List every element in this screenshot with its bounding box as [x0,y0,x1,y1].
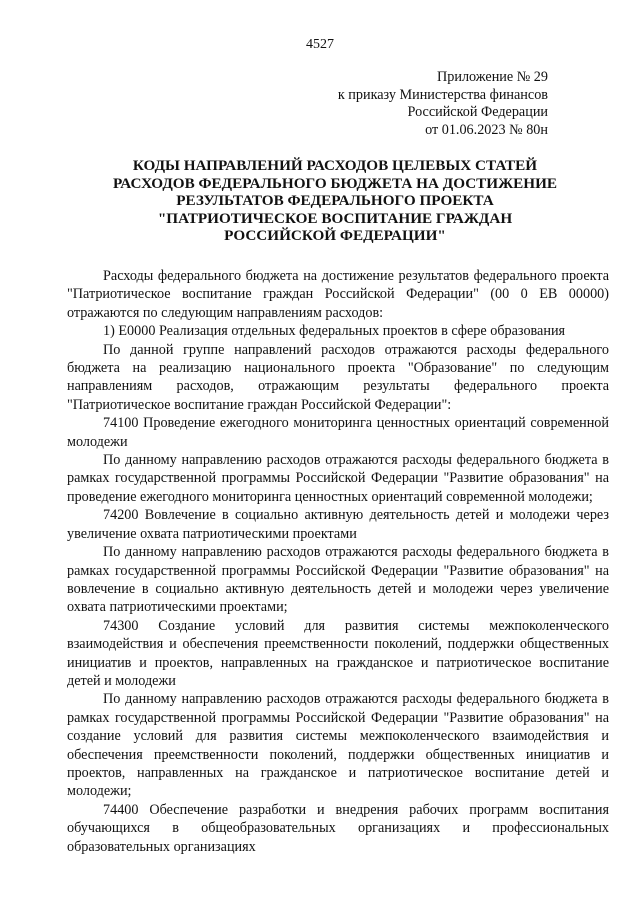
paragraph-code-74400: 74400 Обеспечение разработки и внедрения рабочих программ воспитания обучающихся в общеобразовательных организациях и профессиональных образовательных организациях [67,801,609,855]
title-line: РОССИЙСКОЙ ФЕДЕРАЦИИ" [224,227,446,245]
appendix-line: к приказу Министерства финансов [337,86,548,103]
paragraph-group-e0000: 1) Е0000 Реализация отдельных федеральных проектов в сфере образования [103,323,566,340]
appendix-line: Приложение № 29 [437,69,548,85]
document-body [67,267,609,856]
paragraph-description-74300: По данному направлению расходов отражаются расходы федерального бюджета в рамках государственной программы Российской Федерации "Развитие образования" на создание условий для развития системы межпоколенческого взаимодействия и обеспечения преемственности поколений, поддержки общественных инициатив и проектов, направленных на гражданское и патриотическое воспитание детей и молодежи; [67,691,609,800]
appendix-line: Российской Федерации [407,104,548,120]
title-line: РАСХОДОВ ФЕДЕРАЛЬНОГО БЮДЖЕТА НА ДОСТИЖЕНИЕ [112,174,558,192]
paragraph-group-description: По данной группе направлений расходов отражаются расходы федерального бюджета на реализацию национального проекта "Образование" по следующим направлениям расходов, отражающим результаты федерального проекта "Патриотическое воспитание граждан Российской Федерации": [67,341,609,413]
paragraph-code-74100: 74100 Проведение ежегодного мониторинга ценностных ориентаций современной молодежи [67,415,609,450]
title-line: "ПАТРИОТИЧЕСКОЕ ВОСПИТАНИЕ ГРАЖДАН [157,209,513,227]
document-title [70,157,600,245]
appendix-line: от 01.06.2023 № 80н [425,121,548,138]
paragraph-code-74200: 74200 Вовлечение в социально активную деятельность детей и молодежи через увеличение охвата патриотическими проектами [67,507,609,542]
paragraph-description-74200: По данному направлению расходов отражаются расходы федерального бюджета в рамках государственной программы Российской Федерации "Развитие образования" на вовлечение в социально активную деятельность детей и молодежи через увеличение охвата патриотическими проектами; [67,544,609,616]
paragraph-description-74100: По данному направлению расходов отражаются расходы федерального бюджета в рамках государственной программы Российской Федерации "Развитие образования" на проведение ежегодного мониторинга ценностных ориентаций современной молодежи; [67,452,609,505]
page-number: 4527 [306,37,334,52]
title-line: КОДЫ НАПРАВЛЕНИЙ РАСХОДОВ ЦЕЛЕВЫХ СТАТЕЙ [132,157,538,174]
paragraph-intro: Расходы федерального бюджета на достижение результатов федерального проекта "Патриотическое воспитание граждан Российской Федерации" (00 0 ЕВ 00000) отражаются по следующим направлениям расходов: [67,268,609,321]
paragraph-code-74300: 74300 Создание условий для развития системы межпоколенческого взаимодействия и обеспечения преемственности поколений, поддержки общественных инициатив и проектов, направленных на гражданское и патриотическое воспитание детей и молодежи [67,617,609,689]
title-line: РЕЗУЛЬТАТОВ ФЕДЕРАЛЬНОГО ПРОЕКТА [176,192,494,210]
appendix-reference [338,69,548,139]
